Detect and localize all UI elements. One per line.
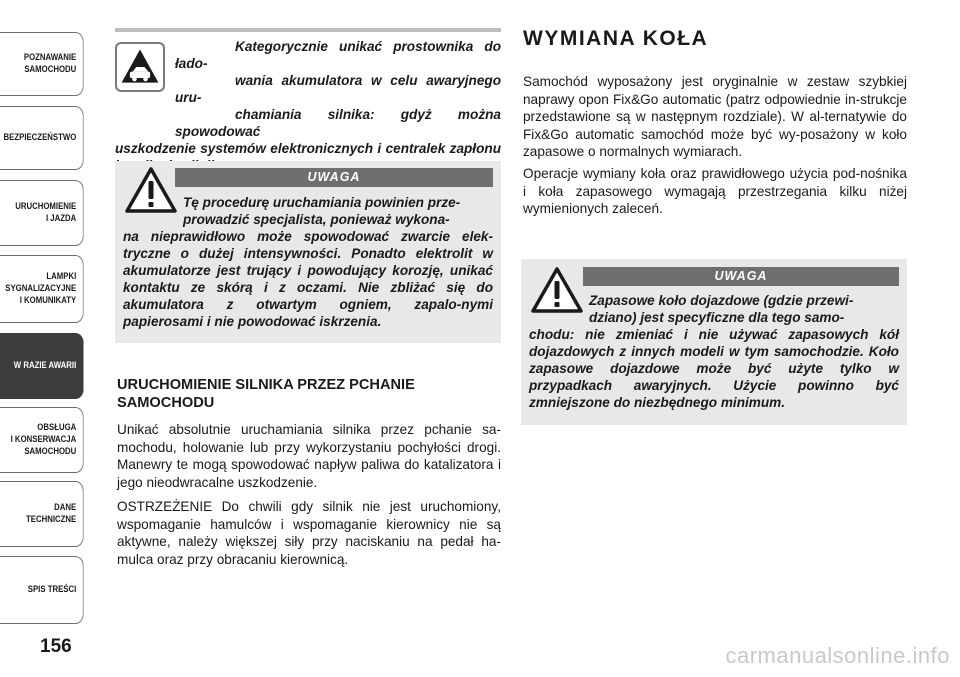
tab-lampki-sygnalizacyjne[interactable]: LAMPKI SYGNALIZACYJNE I KOMUNIKATY <box>0 255 84 323</box>
page-number: 156 <box>40 636 72 657</box>
warning-left-rest: na nieprawidłowo może spowodować zwarcie elek-tryczne o dużej intensywności. Ponadto elektrolit w akumulatorze jest trujący i powodujący korozję, unikać kontaktu ze skórą i z oczami. Nie zbliżać się do akumulatora z otwartym ogniem, zapalo-nymi papierosami i nie powodować iskrzenia. <box>123 229 493 329</box>
car-caution-icon <box>115 42 165 92</box>
warning-bar-right: UWAGA <box>583 267 899 286</box>
right-paragraph-2: Operacje wymiany koła oraz prawidłowego użycia pod-nośnika i koła zapasowego wymagają przestrzegania kilku niżej wymienionych zaleceń. <box>523 166 907 216</box>
caution-rest: uszkodzenie systemów elektronicznych i centralek zapłonu <box>115 141 501 156</box>
chapter-sidebar <box>0 0 104 677</box>
watermark: carmanualsonline.info <box>725 643 950 668</box>
warning-box-right <box>521 259 907 425</box>
tab-dane-techniczne[interactable]: DANE TECHNICZNE <box>0 481 84 547</box>
section-heading: URUCHOMIENIE SILNIKA PRZEZ PCHANIE SAMOCHODU <box>117 377 415 411</box>
left-paragraph-2: OSTRZEŻENIE Do chwili gdy silnik nie jest uruchomiony, wspomaganie hamulców i wspomaganie kierownicy nie są aktywne, należy większej siły przy naciskaniu na pedał ha-mulca oraz przy obracaniu kierownicą. <box>117 499 501 567</box>
tab-poznawanie-samochodu[interactable]: POZNAWANIE SAMOCHODU <box>0 32 84 96</box>
tab-uruchomienie-i-jazda[interactable]: URUCHOMIENIE I JAZDA <box>0 180 84 246</box>
tab-obsluga-i-konserwacja[interactable]: OBSŁUGA I KONSERWACJA SAMOCHODU <box>0 407 84 473</box>
right-paragraph-1: Samochód wyposażony jest oryginalnie w zestaw szybkiej naprawy opon Fix&Go automatic (patrz odpowiednie in-strukcje przedstawione są w następnym rozdziale). W al-ternatywie do Fix&Go automatic samochód może być wy-posażony w koło zapasowe o normalnych wymiarach. <box>523 74 907 159</box>
tab-bezpieczenstwo[interactable]: BEZPIECZEŃSTWO <box>0 106 84 170</box>
left-paragraph-1: Unikać absolutnie uruchamiania silnika przez pchanie sa-mochodu, holowanie lub przy wykorzystaniu pochyłości drogi. Manewry te mogą spowodować napływ paliwa do katalizatora i jego nieodwracalne uszkodzenie. <box>117 422 501 490</box>
warning-left-line-2: prowadzić specjalista, ponieważ wykona- <box>183 212 450 227</box>
caution-line-1: Kategorycznie unikać prostownika do łado- <box>175 39 501 71</box>
top-divider <box>115 28 501 32</box>
caution-line-2: wania akumulatora w celu awaryjnego uru- <box>175 73 501 105</box>
caution-block <box>115 28 501 174</box>
warning-box-left <box>115 161 501 343</box>
page-title: WYMIANA KOŁA <box>523 27 709 50</box>
warning-right-rest: chodu: nie zmieniać i nie używać zapasowych kół dojazdowych z innych modeli w tym samochodzie. Koło zapasowe dojazdowe może być użyte tylko w przypadkach awaryjnych. Użycie powinno być zmniejszone do niezbędnego minimum. <box>529 327 899 410</box>
warning-bar-left: UWAGA <box>175 168 493 187</box>
warning-triangle-icon <box>125 167 177 213</box>
warning-left-line-1: Tę procedurę uruchamiania powinien prze- <box>183 195 461 210</box>
tab-w-razie-awarii[interactable]: W RAZIE AWARII <box>0 333 84 399</box>
warning-right-line-2: dziano) jest specyficzne dla tego samo- <box>589 310 845 325</box>
warning-right-line-1: Zapasowe koło dojazdowe (gdzie przewi- <box>589 293 854 308</box>
tab-spis-tresci[interactable]: SPIS TREŚCI <box>0 556 84 624</box>
warning-triangle-icon <box>531 267 583 313</box>
caution-line-3: chamiania silnika: gdyż można spowodować <box>175 107 501 139</box>
